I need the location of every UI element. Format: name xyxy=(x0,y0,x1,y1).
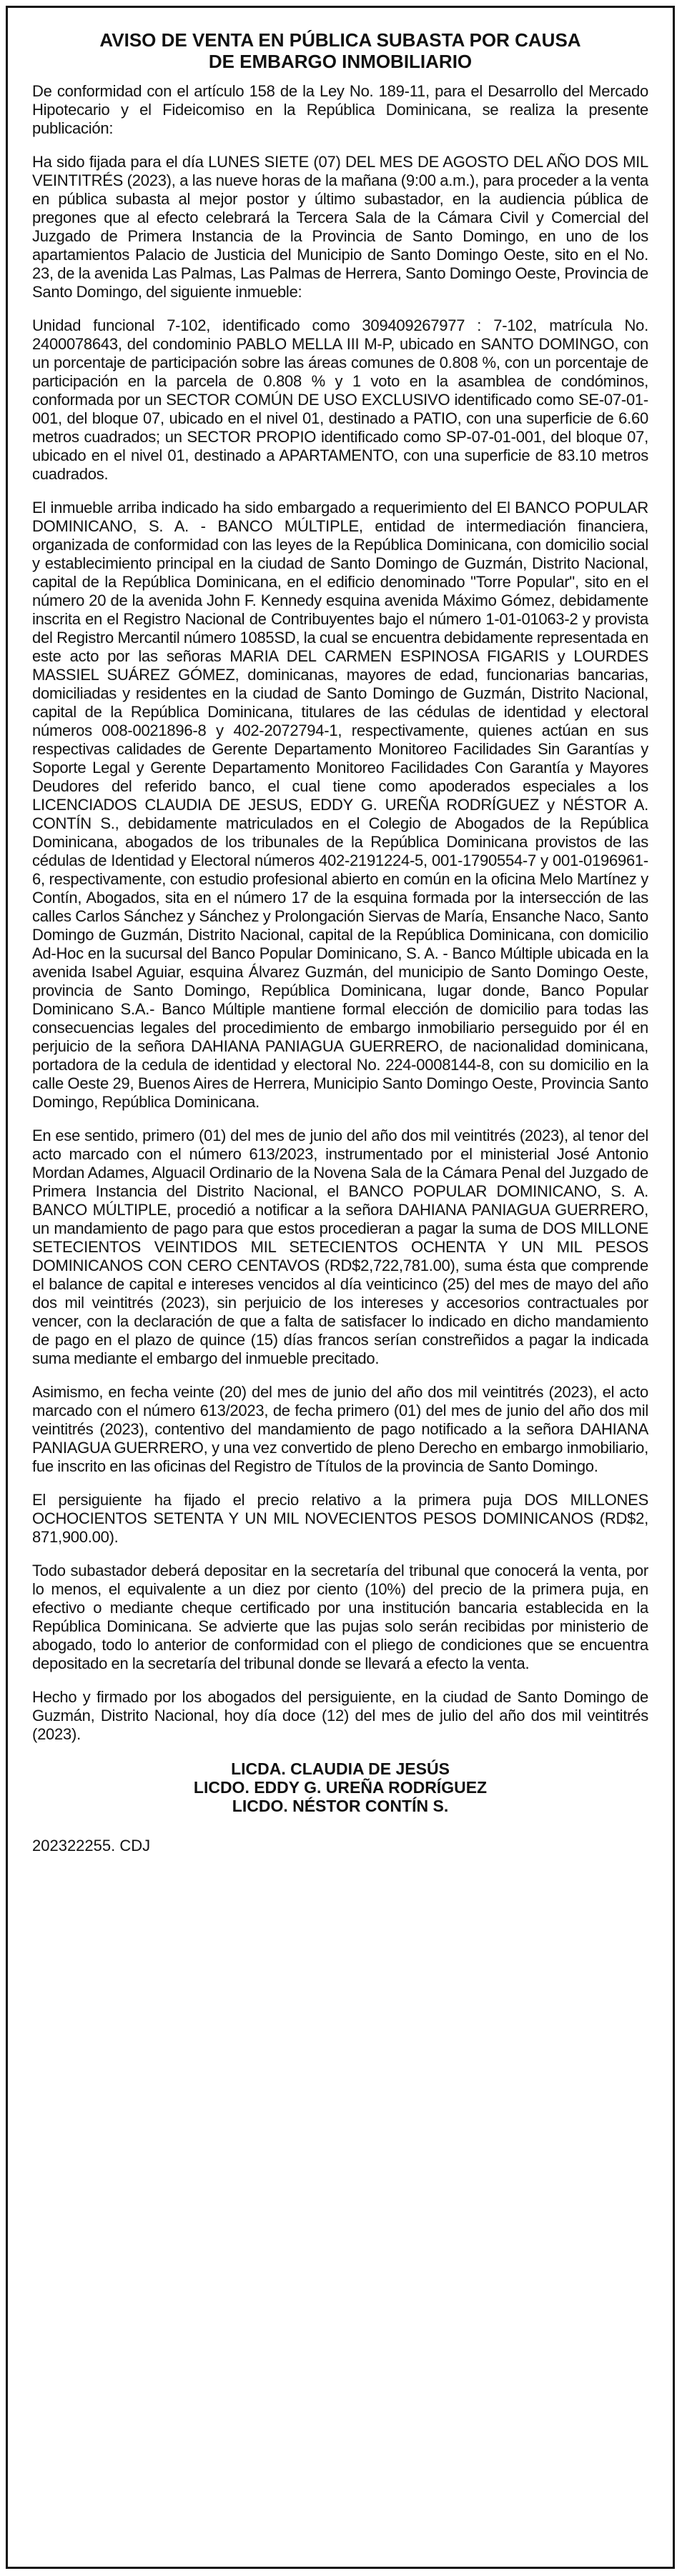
paragraph-seizing-party: El inmueble arriba indicado ha sido embargado a requerimiento del El BANCO POPULAR DOMINICANO, S. A. - BANCO MÚLTIPLE, entidad de intermediación financiera, organizada de conformidad con las leyes de la República Dominicana, con domicilio social y establecimiento principal en la ciudad de Santo Domingo de Guzmán, Distrito Nacional, capital de la República Dominicana, en el edificio denominado "Torre Popular", sito en el número 20 de la avenida John F. Kennedy esquina avenida Máximo Gómez, debidamente inscrita en el Registro Nacional de Contribuyentes bajo el número 1-01-01063-2 y provista del Registro Mercantil número 1085SD, la cual se encuentra debidamente representada en este acto por las señoras MARIA DEL CARMEN ESPINOSA FIGARIS y LOURDES MASSIEL SUÁREZ GÓMEZ, dominicanas, mayores de edad, funcionarias bancarias, domiciliadas y residentes en la ciudad de Santo Domingo de Guzmán, Distrito Nacional, capital de la República Dominicana, titulares de las cédulas de identidad y electoral números 008-0021896-8 y 402-2072794-1, respectivamente, quienes actúan en sus respectivas calidades de Gerente Departamento Monitoreo Facilidades Sin Garantías y Soporte Legal y Gerente Departamento Monitoreo Facilidades Con Garantía y Mayores Deudores del referido banco, el cual tiene como apoderados especiales a los LICENCIADOS CLAUDIA DE JESUS, EDDY G. UREÑA RODRÍGUEZ y NÉSTOR A. CONTÍN S., debidamente matriculados en el Colegio de Abogados de la República Dominicana, abogados de los tribunales de la República Dominicana provistos de las cédulas de Identidad y Electoral números 402-2191224-5, 001-1790554-7 y 001-0196961-6, respectivamente, con estudio profesional abierto en común en la oficina Melo Martínez y Contín, Abogados, sita en el número 17 de la esquina formada por la intersección de las calles Carlos Sánchez y Sánchez y Prolongación Siervas de María, Ensanche Naco, Santo Domingo de Guzmán, Distrito Nacional, capital de la República Dominicana, con domicilio Ad-Hoc en la sucursal del Banco Popular Dominicano, S. A. - Banco Múltiple ubicada en la avenida Isabel Aguiar, esquina Álvarez Guzmán, del municipio de Santo Domingo Oeste, provincia de Santo Domingo, República Dominicana, lugar donde, Banco Popular Dominicano S.A.- Banco Múltiple mantiene formal elección de domicilio para todas las consecuencias legales del procedimiento de embargo inmobiliario perseguido por él en perjuicio de la señora DAHIANA PANIAGUA GUERRERO, de nacionalidad dominicana, portadora de la cedula de identidad y electoral No. 224-0008144-8, con su domicilio en la calle Oeste 29, Buenos Aires de Herrera, Municipio Santo Domingo Oeste, Provincia Santo Domingo, República Dominicana. xyxy=(32,499,648,1111)
signature-claudia: LICDA. CLAUDIA DE JESÚS xyxy=(231,1759,450,1778)
signature-block xyxy=(32,1759,648,1815)
reference-code: 202322255. CDJ xyxy=(32,1837,151,1854)
title-line-1: AVISO DE VENTA EN PÚBLICA SUBASTA POR CAUSA xyxy=(99,29,581,51)
signature-eddy: LICDO. EDDY G. UREÑA RODRÍGUEZ xyxy=(193,1778,488,1797)
paragraph-first-bid-price: El persiguiente ha fijado el precio relativo a la primera puja DOS MILLONES OCHOCIENTOS SETENTA Y UN MIL NOVECIENTOS PESOS DOMINICANOS (RD$2, 871,900.00). xyxy=(32,1491,648,1546)
paragraph-payment-order: En ese sentido, primero (01) del mes de junio del año dos mil veintitrés (2023), al tenor del acto marcado con el número 613/2023, instrumentado por el ministerial José Antonio Mordan Adames, Alguacil Ordinario de la Novena Sala de la Cámara Penal del Juzgado de Primera Instancia del Distrito Nacional, el BANCO POPULAR DOMINICANO, S. A. BANCO MÚLTIPLE, procedió a notificar a la señora DAHIANA PANIAGUA GUERRERO, un mandamiento de pago para que estos procedieran a pagar la suma de DOS MILLONE SETECIENTOS VEINTIDOS MIL SETECIENTOS OCHENTA Y UN MIL PESOS DOMINICANOS CON CERO CENTAVOS (RD$2,722,781.00), suma ésta que comprende el balance de capital e intereses vencidos al día veinticinco (25) del mes de mayo del año dos mil veintitrés (2023), sin perjuicio de los intereses y accesorios contractuales por vencer, con la declaración de que a falta de satisfacer lo indicado en dicho mandamiento de pago en el plazo de quince (15) días francos serían constreñidos a pagar la indicada suma mediante el embargo del inmueble precitado. xyxy=(32,1127,648,1367)
legal-notice xyxy=(6,6,675,2569)
notice-title xyxy=(32,29,648,72)
paragraph-deposit-conditions: Todo subastador deberá depositar en la secretaría del tribunal que conocerá la venta, por lo menos, el equivalente a un diez por ciento (10%) del precio de la primera puja, en efectivo o mediante cheque certificado por una institución bancaria establecida en la República Dominicana. Se advierte que las pujas solo serán recibidas por ministerio de abogado, todo lo anterior de conformidad con el pliego de condiciones que se encuentra depositado en la secretaría del tribunal donde se llevará a efecto la venta. xyxy=(32,1562,648,1672)
paragraph-auction-date: Ha sido fijada para el día LUNES SIETE (07) DEL MES DE AGOSTO DEL AÑO DOS MIL VEINTITRÉS (2023), a las nueve horas de la mañana (9:00 a.m.), para proceder a la venta en pública subasta al mejor postor y último subastador, en la audiencia pública de pregones que al efecto celebrará la Tercera Sala de la Cámara Civil y Comercial del Juzgado de Primera Instancia de la Provincia de Santo Domingo, en uno de los apartamientos Palacio de Justicia del Municipio de Santo Domingo Oeste, sito en el No. 23, de la avenida Las Palmas, Las Palmas de Herrera, Santo Domingo Oeste, Provincia de Santo Domingo, del siguiente inmueble: xyxy=(32,153,648,301)
paragraph-signed-date: Hecho y firmado por los abogados del persiguiente, en la ciudad de Santo Domingo de Guzmán, Distrito Nacional, hoy día doce (12) del mes de julio del año dos mil veintitrés (2023). xyxy=(32,1688,648,1743)
paragraph-legal-basis: De conformidad con el artículo 158 de la Ley No. 189-11, para el Desarrollo del Mercado Hipotecario y el Fideicomiso en la República Dominicana, se realiza la presente publicación: xyxy=(32,82,648,137)
paragraph-registration: Asimismo, en fecha veinte (20) del mes de junio del año dos mil veintitrés (2023), el acto marcado con el número 613/2023, de fecha primero (01) del mes de junio del año dos mil veintitrés (2023), contentivo del mandamiento de pago notificado a la señora DAHIANA PANIAGUA GUERRERO, y una vez convertido de pleno Derecho en embargo inmobiliario, fue inscrito en las oficinas del Registro de Títulos de la provincia de Santo Domingo. xyxy=(32,1383,648,1475)
title-line-2: DE EMBARGO INMOBILIARIO xyxy=(208,51,473,72)
signature-nestor: LICDO. NÉSTOR CONTÍN S. xyxy=(232,1797,449,1815)
paragraph-property-description: Unidad funcional 7-102, identificado como 309409267977 : 7-102, matrícula No. 2400078643, del condominio PABLO MELLA III M-P, ubicado en SANTO DOMINGO, con un porcentaje de participación sobre las áreas comunes de 0.808 %, con un porcentaje de participación en la parcela de 0.808 % y 1 voto en la asamblea de condóminos, conformada por un SECTOR COMÚN DE USO EXCLUSIVO identificado como SE-07-01-001, del bloque 07, ubicado en el nivel 01, destinado a PATIO, con una superficie de 6.60 metros cuadrados; un SECTOR PROPIO identificado como SP-07-01-001, del bloque 07, ubicado en el nivel 01, destinado a APARTAMENTO, con una superficie de 83.10 metros cuadrados. xyxy=(32,316,648,483)
